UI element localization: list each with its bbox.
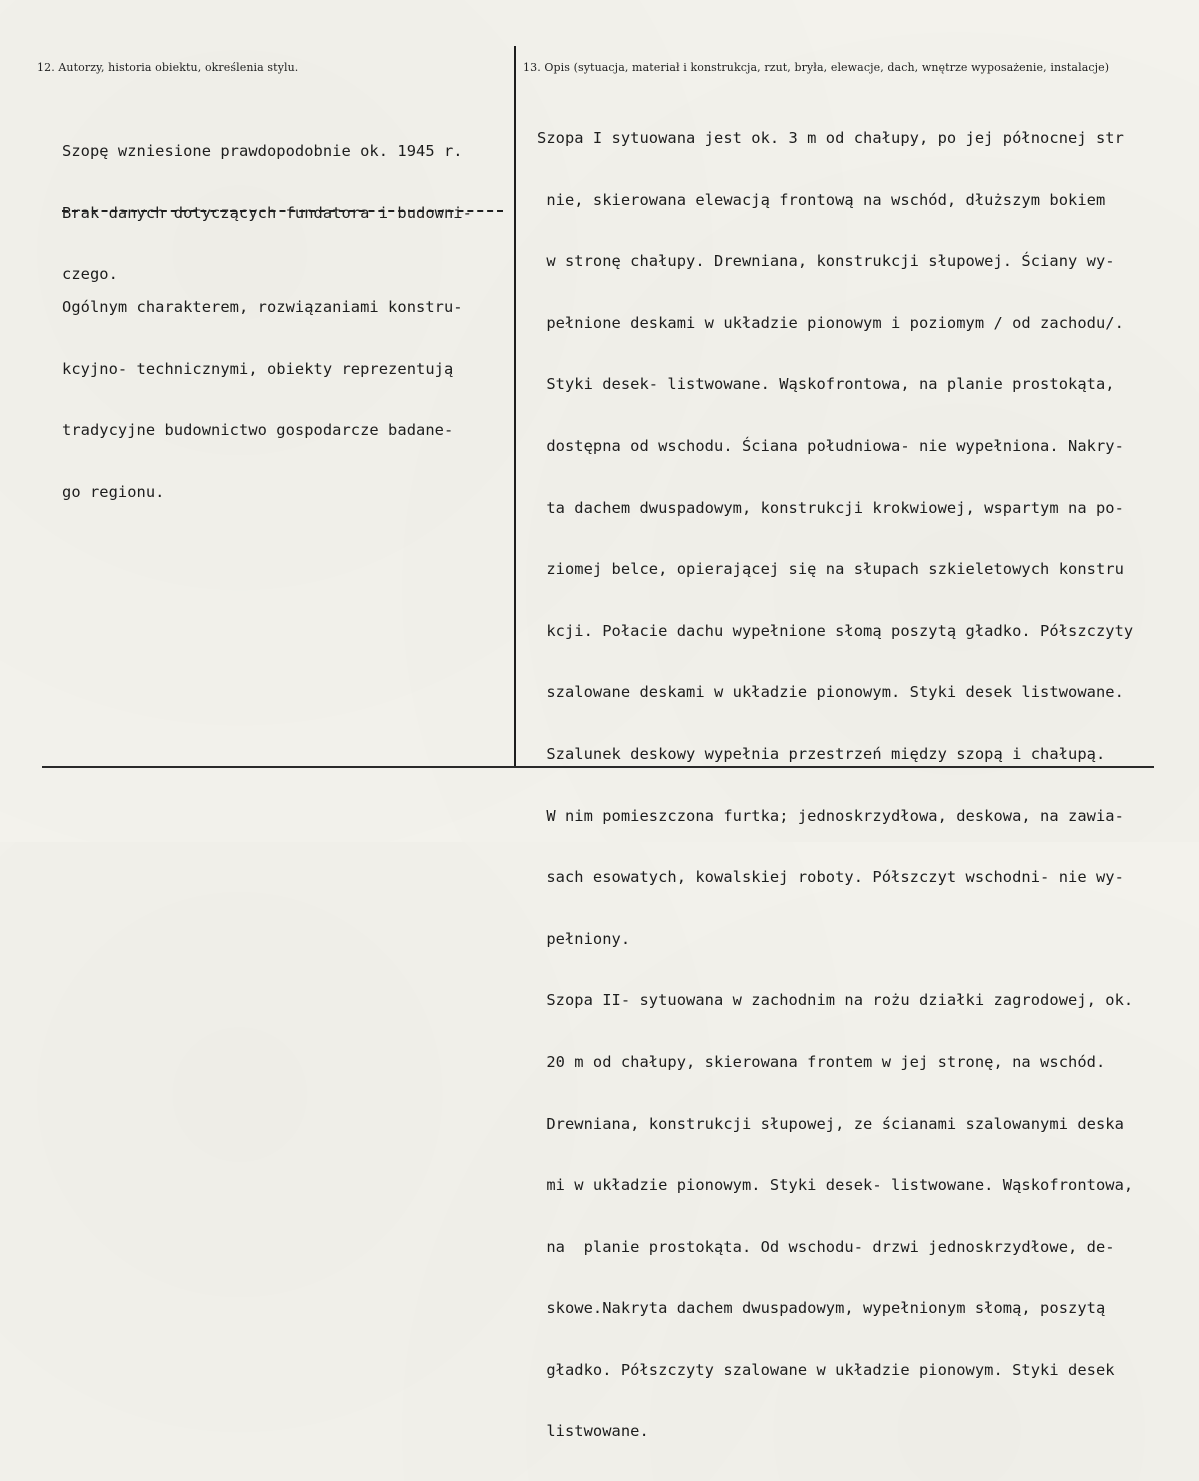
text-line: Szopę wzniesione prawdopodobnie ok. 1945 r. xyxy=(62,142,463,160)
text-line: ta dachem dwuspadowym, konstrukcji krokwiowej, wspartym na po- xyxy=(537,498,1124,517)
text-line: Brak danych dotyczących fundatora i budowni- xyxy=(62,203,472,222)
text-line: pełniony. xyxy=(537,929,631,948)
text-line: czego. xyxy=(62,265,118,284)
text-line: kcyjno- technicznymi, obiekty reprezentują xyxy=(62,359,454,378)
text-line: gładko. Półszczyty szalowane w układzie pionowym. Styki desek xyxy=(537,1360,1115,1379)
text-line: 20 m od chałupy, skierowana frontem w jej stronę, na wschód. xyxy=(537,1052,1106,1071)
text-line: W nim pomieszczona furtka; jednoskrzydłowa, deskowa, na zawia- xyxy=(537,806,1124,825)
text-line: pełnione deskami w układzie pionowym i poziomym / od zachodu/. xyxy=(537,313,1124,332)
section-12-heading: 12. Autorzy, historia obiektu, określenia stylu. xyxy=(37,61,299,74)
text-line: Styki desek- listwowane. Wąskofrontowa, na planie prostokąta, xyxy=(537,375,1115,394)
text-line: Drewniana, konstrukcji słupowej, ze ścianami szalowanymi deska xyxy=(537,1114,1124,1133)
section-13-heading: 13. Opis (sytuacja, materiał i konstrukcja, rzut, bryła, elewacje, dach, wnętrze wyposażenie, instalacje) xyxy=(523,61,1110,74)
text-line: Szopa II- sytuowana w zachodnim na rożu działki zagrodowej, ok. xyxy=(537,991,1134,1010)
section-13-description xyxy=(537,90,1133,1481)
text-line: nie, skierowana elewacją frontową na wschód, dłuższym bokiem xyxy=(537,190,1106,209)
bottom-rule xyxy=(42,766,1154,768)
text-line: go regionu. xyxy=(62,482,165,501)
typed-dash-separator xyxy=(62,210,503,212)
text-line: Ogólnym charakterem, rozwiązaniami konstru- xyxy=(62,298,463,316)
text-line: sach esowatych, kowalskiej roboty. Półszczyt wschodni- nie wy- xyxy=(537,868,1124,887)
text-line: listwowane. xyxy=(537,1422,649,1441)
text-line: mi w układzie pionowym. Styki desek- listwowane. Wąskofrontowa, xyxy=(537,1176,1134,1195)
text-line: na planie prostokąta. Od wschodu- drzwi jednoskrzydłowe, de- xyxy=(537,1237,1115,1256)
text-line: skowe.Nakryta dachem dwuspadowym, wypełnionym słomą, poszytą xyxy=(537,1299,1106,1318)
text-line: dostępna od wschodu. Ściana południowa- nie wypełniona. Nakry- xyxy=(537,436,1124,455)
text-line: szalowane deskami w układzie pionowym. Styki desek listwowane. xyxy=(537,683,1124,702)
text-line: Szopa I sytuowana jest ok. 3 m od chałupy, po jej północnej str xyxy=(537,129,1124,147)
section-12-paragraph-2 xyxy=(62,259,463,541)
column-divider xyxy=(514,46,516,766)
text-line: Szalunek deskowy wypełnia przestrzeń między szopą i chałupą. xyxy=(537,744,1106,763)
text-line: w stronę chałupy. Drewniana, konstrukcji słupowej. Ściany wy- xyxy=(537,252,1115,271)
text-line: kcji. Połacie dachu wypełnione słomą poszytą gładko. Półszczyty xyxy=(537,621,1134,640)
text-line: tradycyjne budownictwo gospodarcze badane- xyxy=(62,421,454,440)
text-line: ziomej belce, opierającej się na słupach szkieletowych konstru xyxy=(537,560,1124,579)
